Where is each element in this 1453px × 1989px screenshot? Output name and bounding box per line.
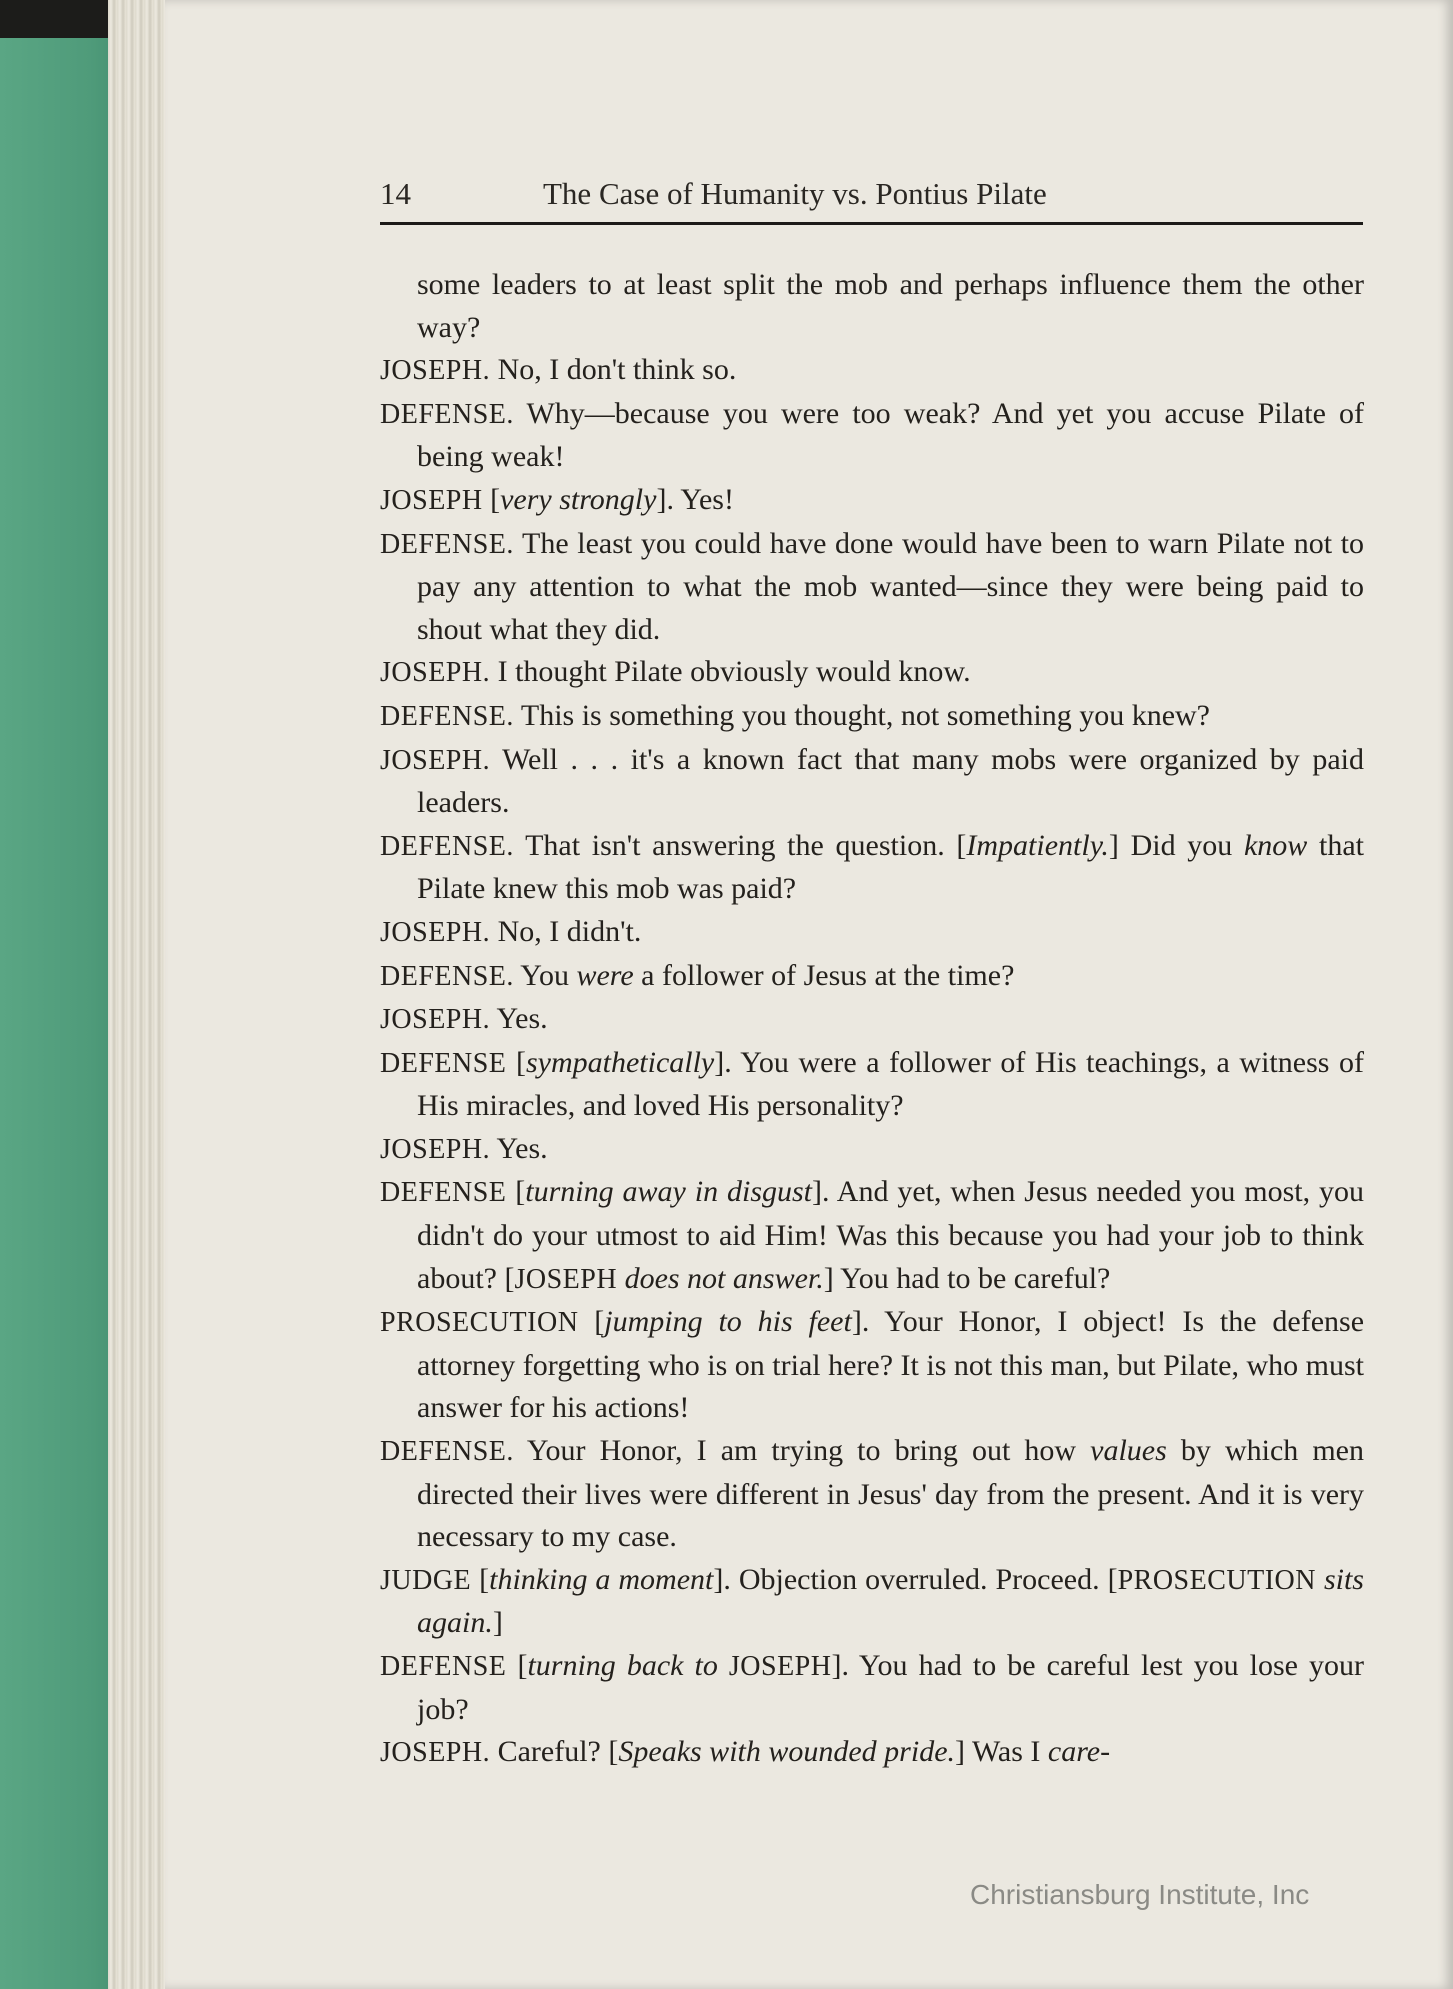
line-text: Was I [965,1735,1048,1769]
dialogue-line [380,523,1364,652]
line-text: . You had to be careful lest you lose your job? [417,1649,1365,1726]
stage-direction: does not answer. [617,1261,824,1295]
line-text: Well . . . it's a known fact that many mobs were organized by paid leaders. [417,742,1364,820]
speaker-name: DEFENSE. [380,960,514,992]
speaker-name: PROSECUTION [380,1307,579,1339]
stage-direction: jumping to his feet [604,1305,852,1339]
line-text: Your Honor, I am trying to bring out how [513,1434,1091,1468]
line-text: You had to be careful? [833,1261,1111,1295]
speaker-name: JOSEPH. [380,657,491,689]
line-text: that Pilate knew this mob was paid? [417,828,1364,906]
line-text: That isn't answering the question. [513,828,957,862]
line-text: I thought Pilate obviously would know. [490,655,971,689]
speaker-name: JOSEPH. [380,1004,491,1036]
speaker-name: JOSEPH. [380,1133,491,1165]
dialogue-line [380,1430,1364,1559]
line-text: some leaders to at least split the mob and perhaps influence them the other way? [417,268,1364,344]
line-text: Did you [1118,828,1244,862]
line-text: You [513,958,577,992]
dialogue-line [380,695,1364,739]
speaker-name: DEFENSE. [380,700,514,732]
dialogue-line [380,739,1364,825]
dialogue-line: DEFENSE [sympathetically]. You were a follower of His teachings, a witness of His miracles, and loved His personality? [380,1045,1364,1123]
stage-direction: thinking a moment [489,1562,714,1596]
dialogue-line: JUDGE [thinking a moment]. Objection overruled. Proceed. [PROSECUTION sits again.] [380,1562,1364,1640]
speaker-name: DEFENSE [380,1177,507,1209]
speaker-name: JOSEPH. [380,1737,491,1769]
speaker-name: JOSEPH. [380,355,491,387]
emphasis: values [1090,1434,1167,1468]
watermark: Christiansburg Institute, Inc [970,1879,1310,1910]
stage-direction: sits again. [417,1562,1364,1640]
dialogue-line [380,393,1364,479]
speaker-name: JOSEPH. [380,744,491,776]
dialogue-line: JOSEPH [very strongly]. Yes! [380,482,734,516]
line-text: The least you could have done would have been to warn Pilate not to pay any attention to what the mob wanted—since they were being paid to shout what they did. [417,526,1364,646]
line-text: . You were a follower of His teachings, a witness of His miracles, and loved His personality? [417,1045,1364,1123]
dialogue-line: PROSECUTION [jumping to his feet]. Your Honor, I object! Is the defense attorney forgetting who is on trial here? It is not this man, but Pilate, who must answer for his actions! [380,1305,1365,1425]
stage-direction: turning back to [527,1649,718,1682]
emphasis: know [1243,828,1308,862]
line-text: . Your Honor, I object! Is the defense attorney forgetting who is on trial here? It is not this man, but Pilate, who must answer for his actions! [417,1305,1365,1425]
speaker-name: DEFENSE. [380,528,514,560]
speaker-name: DEFENSE. [380,830,514,862]
page-number: 14 [380,176,411,211]
line-text: Why—because you were too weak? And yet you accuse Pilate of being weak! [417,396,1364,474]
dialogue-line: DEFENSE. That isn't answering the question. [Impatiently.] Did you know that Pilate knew this mob was paid? [380,828,1364,906]
line-text: . Objection overruled. Proceed. [723,1562,1108,1596]
running-head [380,176,1363,225]
speaker-name: JOSEPH [728,1651,832,1682]
speaker-name: JOSEPH. [380,916,491,948]
play-text [380,264,1364,1775]
speaker-name: DEFENSE [380,1047,507,1079]
line-text: . And yet, when Jesus needed you most, you didn't do your utmost to aid Him! Was this because you had your job to think about? [417,1175,1364,1295]
stage-direction: Impatiently. [966,828,1109,862]
line-text: a follower of Jesus at the time? [633,958,1015,992]
dialogue-line: JOSEPH. Careful? [Speaks with wounded pride.] Was I care- [380,1735,1111,1769]
line-text: This is something you thought, not something you knew? [513,698,1210,732]
stage-direction: Speaks with wounded pride. [618,1735,956,1769]
speaker-name: PROSECUTION [1117,1564,1316,1596]
stage-direction: turning away in disgust [525,1175,813,1209]
line-text: No, I don't think so. [490,353,737,387]
line-text: Yes. [490,1002,548,1036]
line-text: . Yes! [666,482,734,516]
dialogue-line [380,998,1364,1042]
speaker-name: JOSEPH [514,1263,618,1295]
dialogue-line [380,955,1364,999]
line-text: by which men directed their lives were different in Jesus' day from the present. And it is very necessary to my case. [417,1434,1364,1554]
emphasis: care- [1047,1735,1111,1769]
stage-direction: sympathetically [525,1045,715,1079]
speaker-name: DEFENSE. [380,398,514,430]
dialogue-line: DEFENSE [turning back to JOSEPH]. You had to be careful lest you lose your job? [380,1649,1365,1726]
dialogue-line [380,1128,1364,1172]
dialogue-line [380,349,1364,393]
line-text: Careful? [490,1735,609,1769]
speaker-name: JOSEPH [380,484,483,516]
speaker-name: DEFENSE [380,1651,507,1682]
line-text: No, I didn't. [490,914,642,948]
dialogue-line [380,264,1364,349]
dialogue-line [380,651,1364,695]
speaker-name: DEFENSE. [380,1436,514,1468]
emphasis: were [576,958,634,992]
dialogue-line [380,911,1364,955]
speaker-name: JUDGE [380,1564,472,1596]
line-text: Yes. [490,1131,548,1165]
dialogue-line: DEFENSE [turning away in disgust]. And yet, when Jesus needed you most, you didn't do your utmost to aid Him! Was this because you had your job to think about? [JOSEPH does not answer.] You had to be careful? [380,1175,1364,1295]
book-title: The Case of Humanity vs. Pontius Pilate [543,176,1047,211]
stage-direction: very strongly [500,482,657,516]
